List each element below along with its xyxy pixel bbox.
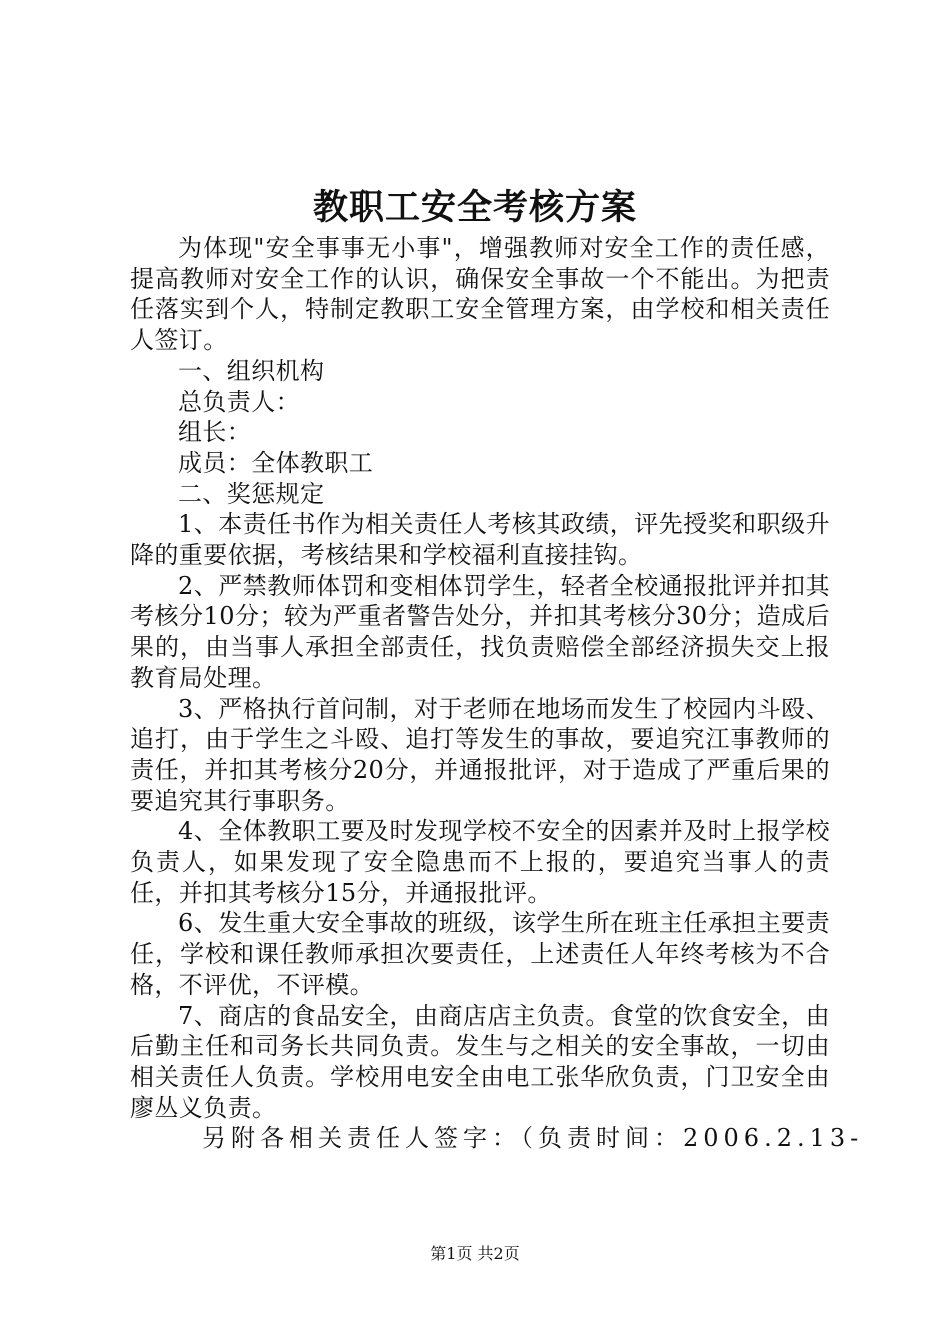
org-general-leader: 总负责人： bbox=[178, 387, 300, 416]
rule-item-2: 2、严禁教师体罚和变相体罚学生，轻者全校通报批评并扣其考核分10分；较为严重者警告处分，并扣其考核分30分；造成后果的，由当事人承担全部责任，找负责赔偿全部经济损失交上报教育局处理。 bbox=[130, 571, 830, 692]
document-body bbox=[130, 233, 864, 1154]
intro-paragraph: 为体现"安全事事无小事"，增强教师对安全工作的责任感，提高教师对安全工作的认识，确保安全事故一个不能出。为把责任落实到个人，特制定教职工安全管理方案，由学校和相关责任人签订。 bbox=[130, 234, 830, 355]
page-number-footer: 第1页 共2页 bbox=[430, 1244, 520, 1263]
document-title: 教职工安全考核方案 bbox=[312, 187, 637, 228]
org-members: 成员：全体教职工 bbox=[178, 448, 374, 477]
section-heading-organization: 一、组织机构 bbox=[178, 356, 325, 385]
rule-item-3: 3、严格执行首问制，对于老师在地场而发生了校园内斗殴、追打，由于学生之斗殴、追打等发生的事故，要追究江事教师的责任，并扣其考核分20分，并通报批评，对于造成了严重后果的要追究其行事职务。 bbox=[130, 694, 830, 815]
rule-item-1: 1、本责任书作为相关责任人考核其政绩，评先授奖和职级升降的重要依据，考核结果和学校福利直接挂钩。 bbox=[130, 510, 830, 570]
rule-item-4: 4、全体教职工要及时发现学校不安全的因素并及时上报学校负责人，如果发现了安全隐患而不上报的，要追究当事人的责任，并扣其考核分15分，并通报批评。 bbox=[130, 817, 830, 907]
section-heading-rules: 二、奖惩规定 bbox=[178, 479, 325, 508]
org-group-leader: 组长： bbox=[178, 418, 252, 447]
signature-line: 另附各相关责任人签字：（负责时间：2006.2.13- bbox=[202, 1124, 864, 1153]
rule-item-6: 6、发生重大安全事故的班级，该学生所在班主任承担主要责任，学校和课任教师承担次要责任，上述责任人年终考核为不合格，不评优，不评模。 bbox=[130, 909, 830, 999]
rule-item-7: 7、商店的食品安全，由商店店主负责。食堂的饮食安全，由后勤主任和司务长共同负责。发生与之相关的安全事故，一切由相关责任人负责。学校用电安全由电工张华欣负责，门卫安全由廖丛义负责。 bbox=[130, 1001, 830, 1122]
